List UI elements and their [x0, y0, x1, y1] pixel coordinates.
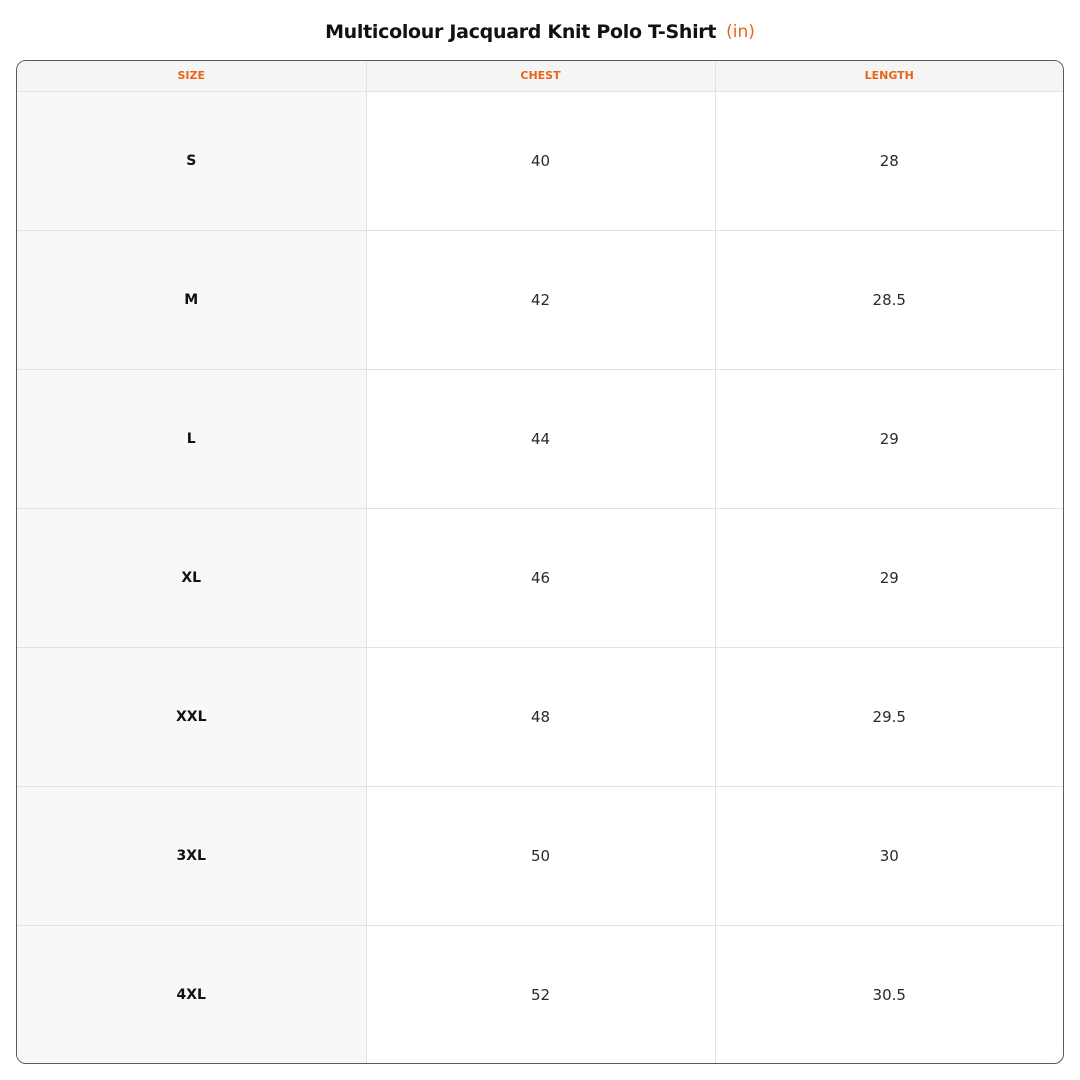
column-header-length: LENGTH — [715, 61, 1063, 91]
size-cell: L — [17, 369, 366, 508]
table-row — [17, 230, 1063, 369]
length-cell: 30.5 — [872, 985, 906, 1004]
column-header-chest: CHEST — [366, 61, 715, 91]
length-cell: 28 — [715, 91, 1063, 230]
length-cell: 29.5 — [715, 647, 1063, 786]
size-cell: XL — [17, 508, 366, 647]
length-cell: 29 — [715, 508, 1063, 647]
table-body — [17, 91, 1063, 1064]
size-chart-table — [17, 61, 1063, 1064]
size-cell: S — [17, 91, 366, 230]
header-row — [17, 61, 1063, 91]
chest-cell: 40 — [366, 91, 715, 230]
size-cell: 4XL — [17, 925, 366, 1064]
size-chart-header — [0, 14, 1080, 50]
unit-label: (in) — [726, 22, 755, 42]
table-row — [17, 369, 1063, 508]
chest-cell: 42 — [366, 230, 715, 369]
table-header — [17, 61, 1063, 91]
table-row — [17, 925, 1063, 1064]
table-row — [17, 91, 1063, 230]
size-cell: XXL — [17, 647, 366, 786]
chest-cell: 50 — [366, 786, 715, 925]
size-chart-table-container — [16, 60, 1064, 1064]
page-title: Multicolour Jacquard Knit Polo T-Shirt — [325, 21, 717, 43]
length-cell: 30 — [715, 786, 1063, 925]
chest-cell: 52 — [366, 925, 715, 1064]
column-header-size: SIZE — [17, 61, 366, 91]
chest-cell: 46 — [366, 508, 715, 647]
length-cell: 28.5 — [715, 230, 1063, 369]
table-row — [17, 786, 1063, 925]
size-cell: 3XL — [17, 786, 366, 925]
size-cell: M — [17, 230, 366, 369]
chest-cell: 44 — [366, 369, 715, 508]
table-row — [17, 508, 1063, 647]
length-cell: 29 — [715, 369, 1063, 508]
chest-cell: 48 — [366, 647, 715, 786]
table-row — [17, 647, 1063, 786]
